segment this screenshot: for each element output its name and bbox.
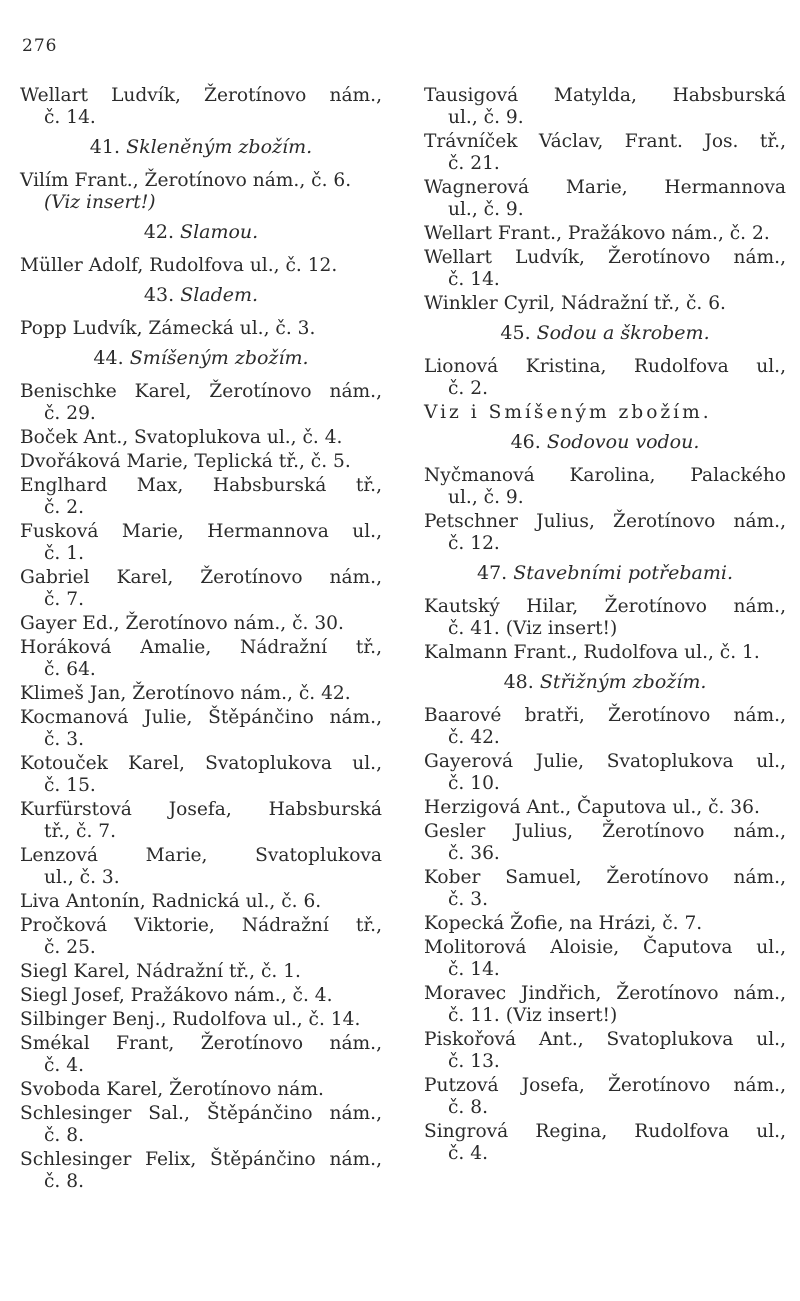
entry-name-address: Tausigová Matylda, Habsburská: [424, 85, 786, 106]
section-heading-48: [424, 670, 786, 694]
entry-continuation: č. 13.: [448, 1051, 500, 1072]
directory-entry: [424, 1029, 786, 1073]
directory-entry: [424, 1121, 786, 1165]
entry-name-address: Gabriel Karel, Žerotínovo nám.,: [20, 567, 382, 588]
entry-name-address: Molitorová Aloisie, Čaputova ul.,: [424, 937, 786, 958]
entry-name-address: Putzová Josefa, Žerotínovo nám.,: [424, 1075, 786, 1096]
directory-entry: [424, 867, 786, 911]
directory-entry: [20, 1009, 382, 1031]
section-title: Smíšeným zbožím.: [129, 347, 309, 369]
entry-name-address: Kurfürstová Josefa, Habsburská: [20, 799, 382, 820]
entry-name-address: Wellart Frant., Pražákovo nám., č. 2.: [424, 223, 770, 244]
directory-entry: [424, 913, 786, 935]
directory-entry: [424, 1075, 786, 1119]
entry-continuation: č. 10.: [448, 773, 500, 794]
entry-name-address: Benischke Karel, Žerotínovo nám.,: [20, 381, 382, 402]
entry-continuation: č. 3.: [44, 729, 84, 750]
section-heading-43: [20, 283, 382, 307]
entry-continuation: č. 8.: [44, 1171, 84, 1192]
entry-continuation: tř., č. 7.: [44, 821, 117, 842]
entry-name-address: Smékal Frant, Žerotínovo nám.,: [20, 1033, 382, 1054]
directory-entry: [20, 1103, 382, 1147]
entry-name-address: Kocmanová Julie, Štěpánčino nám.,: [20, 707, 382, 728]
section-number: 43.: [143, 284, 175, 306]
entry-name-address: Wagnerová Marie, Hermannova: [424, 177, 786, 198]
entry-name-address: Silbinger Benj., Rudolfova ul., č. 14.: [20, 1009, 361, 1030]
directory-entry: [20, 891, 382, 913]
entry-continuation: č. 2.: [448, 378, 488, 399]
directory-entry: [424, 223, 786, 245]
section-number: 47.: [476, 562, 508, 584]
section-heading-41: [20, 135, 382, 159]
section-title: Sodou a škrobem.: [536, 322, 710, 344]
entry-continuation: č. 64.: [44, 659, 96, 680]
entry-name-address: Kautský Hilar, Žerotínovo nám.,: [424, 596, 786, 617]
entry-continuation: č. 14.: [448, 959, 500, 980]
entry-name-address: Boček Ant., Svatoplukova ul., č. 4.: [20, 427, 343, 448]
entry-name-address: Fusková Marie, Hermannova ul.,: [20, 521, 382, 542]
entry-name-address: Klimeš Jan, Žerotínovo nám., č. 42.: [20, 683, 351, 704]
entry-continuation: č. 21.: [448, 153, 500, 174]
entry-name-address: Herzigová Ant., Čaputova ul., č. 36.: [424, 797, 760, 818]
directory-entry: [424, 751, 786, 795]
directory-entry: [424, 465, 786, 509]
entry-continuation: č. 2.: [44, 497, 84, 518]
section-heading-47: [424, 561, 786, 585]
entry-continuation: č. 8.: [448, 1097, 488, 1118]
entry-name-address: Horáková Amalie, Nádražní tř.,: [20, 637, 382, 658]
directory-entry: [20, 1033, 382, 1077]
entry-name-address: Dvořáková Marie, Teplická tř., č. 5.: [20, 451, 351, 472]
entry-name-address: Lionová Kristina, Rudolfova ul.,: [424, 356, 786, 377]
directory-entry: [20, 451, 382, 473]
entry-name-address: Singrová Regina, Rudolfova ul.,: [424, 1121, 786, 1142]
left-column: [20, 85, 382, 1195]
entry-name-address: Popp Ludvík, Zámecká ul., č. 3.: [20, 318, 316, 339]
entry-name-address: Wellart Ludvík, Žerotínovo nám.,: [424, 247, 786, 268]
entry-name-address: Siegl Josef, Pražákovo nám., č. 4.: [20, 985, 333, 1006]
directory-entry: [20, 255, 382, 277]
directory-entry: [424, 293, 786, 315]
entry-name-address: Baarové bratři, Žerotínovo nám.,: [424, 705, 786, 726]
directory-entry: [20, 613, 382, 635]
section-number: 45.: [500, 322, 531, 344]
section-title: Stavebními potřebami.: [513, 562, 734, 584]
entry-name-address: Moravec Jindřich, Žerotínovo nám.,: [424, 983, 786, 1004]
directory-entry: [424, 821, 786, 865]
section-number: 48.: [503, 671, 534, 693]
entry-name-address: Piskořová Ant., Svatoplukova ul.,: [424, 1029, 786, 1050]
section-title: Slamou.: [180, 221, 259, 243]
entry-continuation: ul., č. 9.: [448, 487, 524, 508]
entry-continuation: ul., č. 9.: [448, 199, 524, 220]
directory-entry: [424, 797, 786, 819]
entry-continuation: č. 15.: [44, 775, 96, 796]
entry-continuation: č. 8.: [44, 1125, 84, 1146]
section-title: Sodovou vodou.: [546, 431, 700, 453]
directory-entry: [20, 637, 382, 681]
entry-name-address: Englhard Max, Habsburská tř.,: [20, 475, 382, 496]
directory-entry: [424, 131, 786, 175]
directory-entry: [20, 683, 382, 705]
entry-continuation: ul., č. 3.: [44, 867, 120, 888]
entry-name-address: Kalmann Frant., Rudolfova ul., č. 1.: [424, 642, 760, 663]
entry-continuation: č. 3.: [448, 889, 488, 910]
directory-entry: [20, 170, 382, 214]
section-number: 46.: [510, 431, 541, 453]
directory-entry: [424, 85, 786, 129]
directory-entry: [20, 567, 382, 611]
directory-entry: [20, 318, 382, 340]
section-title: Skleněným zbožím.: [126, 136, 313, 158]
directory-entry: [20, 915, 382, 959]
directory-entry: [20, 707, 382, 751]
entry-name-address: Kotouček Karel, Svatoplukova ul.,: [20, 753, 382, 774]
entry-name-address: Schlesinger Sal., Štěpánčino nám.,: [20, 1103, 382, 1124]
entry-name-address: Müller Adolf, Rudolfova ul., č. 12.: [20, 255, 338, 276]
directory-entry: [424, 642, 786, 664]
directory-entry: [20, 961, 382, 983]
section-title: Střižným zbožím.: [539, 671, 707, 693]
entry-name-address: Liva Antonín, Radnická ul., č. 6.: [20, 891, 322, 912]
entry-name-address: Gayer Ed., Žerotínovo nám., č. 30.: [20, 613, 344, 634]
directory-entry: [424, 937, 786, 981]
directory-entry: [424, 356, 786, 400]
entry-continuation: č. 7.: [44, 589, 84, 610]
section-number: 44.: [93, 347, 124, 369]
page-number: 276: [22, 36, 58, 56]
directory-entry: [424, 402, 786, 424]
entry-continuation: č. 42.: [448, 727, 500, 748]
entry-continuation: ul., č. 9.: [448, 107, 524, 128]
entry-continuation: č. 14.: [44, 107, 96, 128]
directory-entry: [424, 983, 786, 1027]
entry-continuation: č. 29.: [44, 403, 96, 424]
entry-continuation: č. 1.: [44, 543, 84, 564]
directory-entry: [424, 596, 786, 640]
entry-name-address: Svoboda Karel, Žerotínovo nám.: [20, 1079, 324, 1100]
directory-entry: [424, 705, 786, 749]
entry-name-address: Siegl Karel, Nádražní tř., č. 1.: [20, 961, 301, 982]
entry-continuation: č. 4.: [44, 1055, 84, 1076]
entry-continuation: č. 11. (Viz insert!): [448, 1005, 618, 1026]
entry-name-address: Nyčmanová Karolina, Palackého: [424, 465, 786, 486]
entry-continuation: č. 41. (Viz insert!): [448, 618, 618, 639]
directory-entry: [20, 85, 382, 129]
entry-name-address: Lenzová Marie, Svatoplukova: [20, 845, 382, 866]
entry-name-address: Trávníček Václav, Frant. Jos. tř.,: [424, 131, 786, 152]
entry-continuation: (Viz insert!): [44, 192, 156, 213]
right-column: [424, 85, 786, 1167]
entry-name-address: Wellart Ludvík, Žerotínovo nám.,: [20, 85, 382, 106]
directory-entry: [424, 177, 786, 221]
entry-name-address: Kober Samuel, Žerotínovo nám.,: [424, 867, 786, 888]
entry-name-address: Gayerová Julie, Svatoplukova ul.,: [424, 751, 786, 772]
section-number: 42.: [143, 221, 174, 243]
directory-entry: [20, 427, 382, 449]
entry-name-address: Gesler Julius, Žerotínovo nám.,: [424, 821, 786, 842]
entry-name-address: Pročková Viktorie, Nádražní tř.,: [20, 915, 382, 936]
entry-name-address: Viz i Smíšeným zbožím.: [424, 402, 712, 423]
entry-name-address: Schlesinger Felix, Štěpánčino nám.,: [20, 1149, 382, 1170]
directory-entry: [20, 381, 382, 425]
section-heading-44: [20, 346, 382, 370]
entry-name-address: Kopecká Žofie, na Hrázi, č. 7.: [424, 913, 703, 934]
directory-entry: [20, 1149, 382, 1193]
entry-continuation: č. 14.: [448, 269, 500, 290]
directory-entry: [20, 521, 382, 565]
directory-entry: [424, 511, 786, 555]
directory-entry: [20, 475, 382, 519]
entry-name-address: Vilím Frant., Žerotínovo nám., č. 6.: [20, 170, 352, 191]
section-heading-46: [424, 430, 786, 454]
directory-entry: [20, 1079, 382, 1101]
section-title: Sladem.: [180, 284, 259, 306]
directory-entry: [20, 799, 382, 843]
directory-entry: [20, 845, 382, 889]
directory-entry: [20, 985, 382, 1007]
entry-name-address: Petschner Julius, Žerotínovo nám.,: [424, 511, 786, 532]
section-heading-45: [424, 321, 786, 345]
section-number: 41.: [89, 136, 121, 158]
entry-continuation: č. 25.: [44, 937, 96, 958]
directory-entry: [20, 753, 382, 797]
entry-name-address: Winkler Cyril, Nádražní tř., č. 6.: [424, 293, 726, 314]
entry-continuation: č. 36.: [448, 843, 500, 864]
entry-continuation: č. 4.: [448, 1143, 488, 1164]
entry-continuation: č. 12.: [448, 533, 500, 554]
directory-entry: [424, 247, 786, 291]
section-heading-42: [20, 220, 382, 244]
